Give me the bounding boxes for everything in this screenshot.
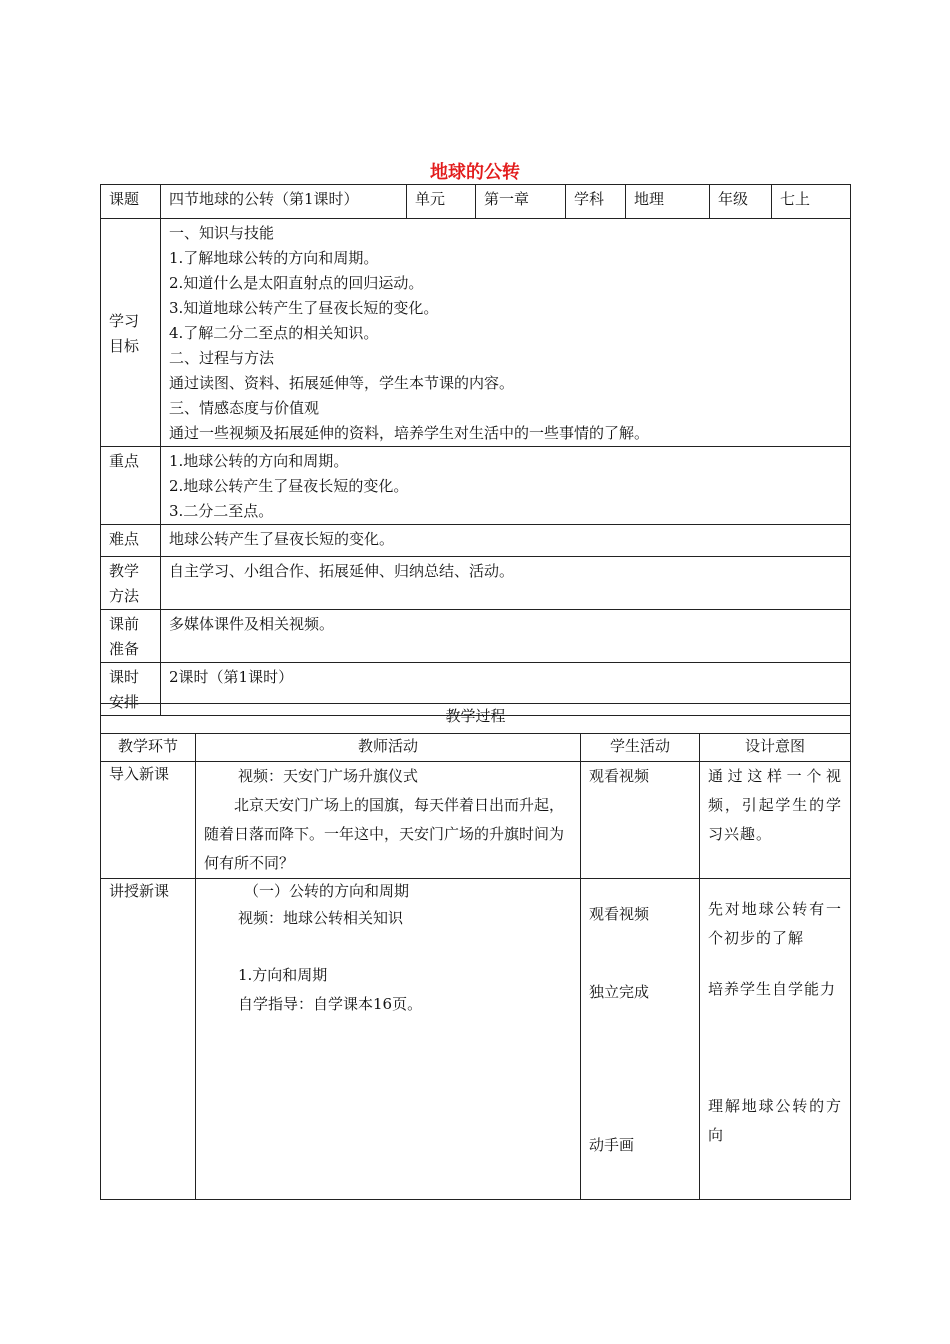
info-row-prep <box>101 610 851 663</box>
key-label: 重点 <box>101 447 161 525</box>
goals-line: 一、知识与技能 <box>169 224 275 242</box>
unit-value: 第一章 <box>476 185 566 219</box>
teacher-line: 1.方向和周期 <box>238 966 328 984</box>
info-row-goals <box>101 219 851 447</box>
process-heading: 教学过程 <box>101 704 851 734</box>
teacher-line: （一）公转的方向和周期 <box>244 882 410 900</box>
intent-cell <box>700 762 851 879</box>
key-line: 2.地球公转产生了昼夜长短的变化。 <box>169 477 409 495</box>
student-activity: 动手画 <box>589 1136 635 1154</box>
schedule-label: 课时 安排 <box>101 663 161 716</box>
teacher-cell <box>196 762 581 879</box>
goals-line: 三、情感态度与价值观 <box>169 399 320 417</box>
student-cell <box>581 879 700 1200</box>
info-row-method <box>101 557 851 610</box>
teacher-line: 自学指导：自学课本16页。 <box>238 995 423 1013</box>
teacher-cell <box>196 879 581 1200</box>
col-header-teacher: 教师活动 <box>196 734 581 762</box>
stage-cell: 导入新课 <box>101 762 196 879</box>
difficulty-label: 难点 <box>101 525 161 557</box>
teacher-text: 北京天安门广场上的国旗，每天伴着日出而升起，随着日落而降下。一年这中，天安门广场的升旗时间为何有所不同？ <box>204 796 565 872</box>
goals-line: 3.知道地球公转产生了昼夜长短的变化。 <box>169 299 439 317</box>
info-row-course <box>101 185 851 219</box>
col-header-intent: 设计意图 <box>700 734 851 762</box>
course-label: 课题 <box>101 185 161 219</box>
student-activity: 独立完成 <box>589 983 650 1001</box>
course-value: 四节地球的公转（第1课时） <box>161 185 407 219</box>
prep-label: 课前 准备 <box>101 610 161 663</box>
info-row-difficulty <box>101 525 851 557</box>
key-line: 1.地球公转的方向和周期。 <box>169 452 349 470</box>
goals-line: 二、过程与方法 <box>169 349 275 367</box>
student-activity: 观看视频 <box>589 905 650 923</box>
method-value: 自主学习、小组合作、拓展延伸、归纳总结、活动。 <box>161 557 851 610</box>
goals-line: 1.了解地球公转的方向和周期。 <box>169 249 379 267</box>
intent-text: 通过这样一个视频，引起学生的学习兴趣。 <box>708 767 843 843</box>
intent-text: 理解地球公转的方向 <box>708 1097 843 1144</box>
goals-line: 4.了解二分二至点的相关知识。 <box>169 324 379 342</box>
goals-label: 学习 目标 <box>101 219 161 447</box>
lesson-info-table <box>100 184 851 716</box>
col-header-stage: 教学环节 <box>101 734 196 762</box>
key-content <box>161 447 851 525</box>
goals-line: 通过读图、资料、拓展延伸等，学生本节课的内容。 <box>169 374 515 392</box>
unit-label: 单元 <box>407 185 476 219</box>
grade-label: 年级 <box>710 185 772 219</box>
stage-cell: 讲授新课 <box>101 879 196 1200</box>
process-heading-row <box>101 704 851 734</box>
intent-cell <box>700 879 851 1200</box>
teacher-video-line: 视频：天安门广场升旗仪式 <box>238 767 419 785</box>
key-line: 3.二分二至点。 <box>169 502 274 520</box>
difficulty-value: 地球公转产生了昼夜长短的变化。 <box>161 525 851 557</box>
student-cell <box>581 762 700 879</box>
goals-content <box>161 219 851 447</box>
student-activity: 观看视频 <box>589 767 650 785</box>
intent-text: 先对地球公转有一个初步的了解 <box>708 900 843 947</box>
goals-line: 通过一些视频及拓展延伸的资料，培养学生对生活中的一些事情的了解。 <box>169 424 650 442</box>
grade-value: 七上 <box>772 185 851 219</box>
subject-label: 学科 <box>566 185 626 219</box>
prep-value: 多媒体课件及相关视频。 <box>161 610 851 663</box>
process-header-row <box>101 734 851 762</box>
schedule-value: 2课时（第1课时） <box>161 663 851 716</box>
info-row-key <box>101 447 851 525</box>
table-row <box>101 879 851 1200</box>
goals-line: 2.知道什么是太阳直射点的回归运动。 <box>169 274 424 292</box>
table-row <box>101 762 851 879</box>
subject-value: 地理 <box>626 185 710 219</box>
document-title: 地球的公转 <box>430 162 520 183</box>
teaching-process-table <box>100 703 851 1200</box>
intent-text: 培养学生自学能力 <box>708 980 837 998</box>
method-label: 教学 方法 <box>101 557 161 610</box>
col-header-student: 学生活动 <box>581 734 700 762</box>
teacher-line: 视频：地球公转相关知识 <box>238 909 404 927</box>
